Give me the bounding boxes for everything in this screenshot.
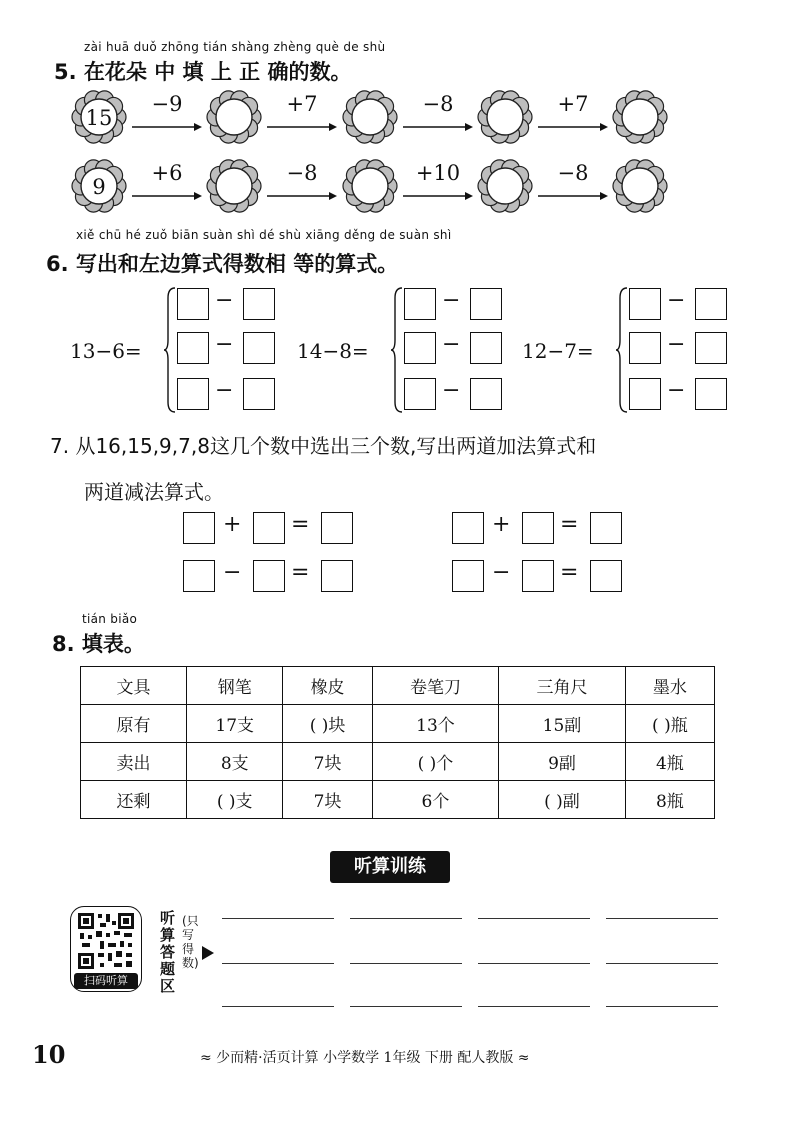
arrow-right-icon [538,191,608,201]
minus-sign: − [667,378,686,403]
minus-sign: − [442,378,461,403]
q6-title: 6. 写出和左边算式得数相 等的算式。 [46,252,399,276]
table-row [81,781,715,819]
arrow-right-icon [403,191,473,201]
answer-box[interactable] [629,378,661,410]
answer-box[interactable] [404,378,436,410]
table-row [81,743,715,781]
flower-blank-icon[interactable] [341,88,399,146]
answer-box[interactable] [177,288,209,320]
table-cell: 还剩 [81,781,187,819]
table-cell: 7块 [283,781,372,819]
table-cell: 15副 [499,705,626,743]
arrow-right-icon [267,191,337,201]
table-cell: 墨水 [625,667,714,705]
table-cell: 钢笔 [187,667,283,705]
answer-box[interactable] [404,332,436,364]
arrow-right-icon [403,122,473,132]
q6-pinyin: xiě chū hé zuǒ biān suàn shì dé shù xiāng děng de suàn shì [76,228,452,242]
operation-label: −9 [151,92,183,116]
answer-line[interactable] [350,1006,462,1007]
play-triangle-icon [202,946,214,960]
table-cell: 13个 [372,705,499,743]
minus-sign: − [215,378,234,403]
minus-sign: − [442,288,461,313]
q5-pinyin: zài huā duǒ zhōng tián shàng zhèng què de shù [84,40,386,54]
answer-box[interactable] [243,332,275,364]
flower-blank-icon[interactable] [341,157,399,215]
flower-start-number: 15 [85,106,113,130]
table-cell: 卷笔刀 [372,667,499,705]
table-cell: 6个 [372,781,499,819]
answer-box[interactable] [522,560,554,592]
flower-start-icon [70,88,128,146]
arrow-right-icon [132,122,202,132]
plus-sign: + [223,512,242,537]
q6-expression: 13−6= [70,339,142,363]
table-blank-cell[interactable]: ( )个 [372,743,499,781]
answer-box[interactable] [470,378,502,410]
answer-area-note: (只写得数) [182,914,199,970]
table-cell: 9副 [499,743,626,781]
qr-caption: 扫码听算 [74,973,138,989]
q6-expression: 14−8= [297,339,369,363]
answer-line[interactable] [222,963,334,964]
operation-label: −8 [422,92,454,116]
answer-line[interactable] [350,918,462,919]
flower-blank[interactable] [341,157,399,215]
table-cell: 橡皮 [283,667,372,705]
operation-label: +10 [415,161,461,185]
table-blank-cell[interactable]: ( )块 [283,705,372,743]
equals-sign: = [560,560,579,585]
table-cell: 原有 [81,705,187,743]
flower-blank[interactable] [341,88,399,146]
answer-box[interactable] [243,378,275,410]
arrow-right-icon [132,191,202,201]
answer-box[interactable] [321,512,353,544]
answer-box[interactable] [695,378,727,410]
minus-sign: − [667,332,686,357]
flower-blank[interactable] [476,88,534,146]
operation-label: +6 [151,161,183,185]
q8-pinyin: tián biǎo [82,612,138,626]
operation-label: −8 [286,161,318,185]
minus-sign: − [667,288,686,313]
table-header-row [81,667,715,705]
answer-box[interactable] [590,560,622,592]
flower-start [70,88,128,146]
answer-line[interactable] [222,918,334,919]
flower-blank[interactable] [205,88,263,146]
left-brace-icon [390,286,404,414]
flower-blank-icon[interactable] [205,157,263,215]
answer-box[interactable] [522,512,554,544]
flower-start-icon [70,157,128,215]
answer-box[interactable] [695,288,727,320]
operation-label: −8 [557,161,589,185]
answer-box[interactable] [404,288,436,320]
flower-blank[interactable] [611,88,669,146]
minus-sign: − [492,560,511,585]
q7-text-line1: 7. 从16,15,9,7,8这几个数中选出三个数,写出两道加法算式和 [50,434,597,458]
answer-box[interactable] [695,332,727,364]
plus-sign: + [492,512,511,537]
answer-box[interactable] [183,560,215,592]
answer-box[interactable] [629,288,661,320]
answer-line[interactable] [350,963,462,964]
answer-box[interactable] [183,512,215,544]
flower-blank-icon[interactable] [611,157,669,215]
answer-line[interactable] [606,1006,718,1007]
flower-start [70,157,128,215]
answer-box[interactable] [470,288,502,320]
table-blank-cell[interactable]: ( )支 [187,781,283,819]
equals-sign: = [560,512,579,537]
answer-line[interactable] [478,918,590,919]
listening-banner: 听算训练 [330,851,450,883]
qr-frame [70,906,142,992]
minus-sign: − [442,332,461,357]
table-cell: 8瓶 [625,781,714,819]
flower-blank-icon[interactable] [476,88,534,146]
answer-box[interactable] [253,560,285,592]
operation-label: +7 [557,92,589,116]
operation-label: +7 [286,92,318,116]
table-cell: 三角尺 [499,667,626,705]
table-cell: 17支 [187,705,283,743]
answer-box[interactable] [590,512,622,544]
flower-blank[interactable] [476,157,534,215]
left-brace-icon [163,286,177,414]
answer-box[interactable] [629,332,661,364]
flower-blank[interactable] [611,157,669,215]
minus-sign: − [215,332,234,357]
answer-area-label: 听算答题区 [160,909,176,995]
minus-sign: − [223,560,242,585]
answer-line[interactable] [222,1006,334,1007]
answer-line[interactable] [606,963,718,964]
q7-text-line2: 两道减法算式。 [84,480,224,504]
answer-box[interactable] [243,288,275,320]
flower-blank[interactable] [205,157,263,215]
answer-box[interactable] [177,332,209,364]
table-cell: 4瓶 [625,743,714,781]
stationery-table [80,666,715,819]
q8-title: 8. 填表。 [52,632,145,656]
q6-expression: 12−7= [522,339,594,363]
flower-blank-icon[interactable] [205,88,263,146]
answer-line[interactable] [478,1006,590,1007]
table-row [81,705,715,743]
answer-box[interactable] [470,332,502,364]
table-cell: 7块 [283,743,372,781]
answer-box[interactable] [452,512,484,544]
q5-title: 5. 在花朵 中 填 上 正 确的数。 [54,60,352,84]
table-cell: 卖出 [81,743,187,781]
page-number: 10 [32,1040,66,1069]
answer-box[interactable] [321,560,353,592]
answer-box[interactable] [253,512,285,544]
table-blank-cell[interactable]: ( )瓶 [625,705,714,743]
equals-sign: = [291,512,310,537]
answer-box[interactable] [452,560,484,592]
arrow-right-icon [267,122,337,132]
answer-line[interactable] [478,963,590,964]
table-blank-cell[interactable]: ( )副 [499,781,626,819]
table-cell: 文具 [81,667,187,705]
answer-line[interactable] [606,918,718,919]
flower-blank-icon[interactable] [476,157,534,215]
flower-blank-icon[interactable] [611,88,669,146]
flower-start-number: 9 [92,175,106,199]
qr-code-icon[interactable] [76,911,136,971]
table-cell: 8支 [187,743,283,781]
equals-sign: = [291,560,310,585]
left-brace-icon [615,286,629,414]
minus-sign: − [215,288,234,313]
arrow-right-icon [538,122,608,132]
answer-box[interactable] [177,378,209,410]
footer-text: ≈ 少而精·活页计算 小学数学 1年级 下册 配人教版 ≈ [200,1050,530,1066]
